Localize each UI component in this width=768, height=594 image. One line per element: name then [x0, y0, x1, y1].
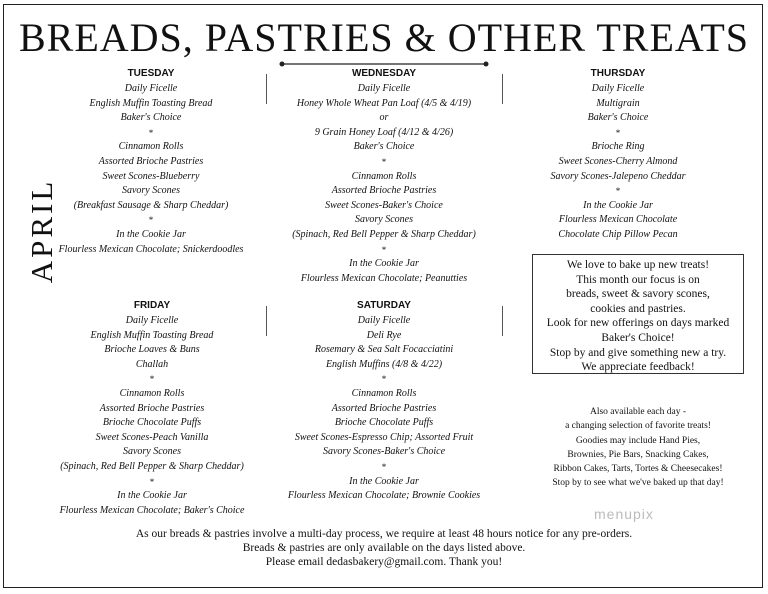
- day-column-wednesday: [272, 68, 496, 286]
- menu-item: Sweet Scones-Blueberry: [102, 170, 200, 182]
- menu-item: Cinnamon Rolls: [351, 170, 417, 182]
- menu-title: BREADS, PASTRIES & OTHER TREATS: [18, 15, 750, 60]
- menu-item: English Muffin Toasting Bread: [89, 97, 213, 109]
- menu-item: or: [379, 112, 389, 124]
- column-divider: [266, 74, 267, 104]
- also-line: Ribbon Cakes, Tarts, Tortes & Cheesecakes!: [553, 464, 723, 475]
- notice-line: breads, sweet & savory scones,: [566, 288, 710, 301]
- also-available: [532, 405, 744, 491]
- day-heading: THURSDAY: [590, 68, 646, 79]
- menu-item: Savory Scones-Baker's Choice: [322, 446, 446, 458]
- month-label: APRIL: [24, 178, 59, 284]
- day-heading: TUESDAY: [127, 68, 175, 79]
- day-heading: SATURDAY: [357, 300, 411, 311]
- also-line: a changing selection of favorite treats!: [565, 421, 711, 432]
- menu-item: Brioche Loaves & Buns: [104, 344, 200, 356]
- menu-item: Brioche Chocolate Puffs: [102, 417, 202, 429]
- menu-item: Savory Scones: [354, 214, 414, 226]
- column-divider: [502, 306, 503, 336]
- separator-star: *: [615, 127, 621, 138]
- notice-line: Look for new offerings on days marked: [546, 317, 730, 330]
- separator-star: *: [149, 374, 155, 385]
- separator-star: *: [148, 127, 154, 138]
- day-heading: FRIDAY: [133, 300, 171, 311]
- notice-line: Baker's Choice!: [601, 331, 675, 344]
- menu-item: In the Cookie Jar: [349, 258, 419, 270]
- menu-item: In the Cookie Jar: [117, 490, 187, 502]
- menu-item: In the Cookie Jar: [116, 228, 186, 240]
- notice-line: We love to bake up new treats!: [566, 259, 710, 271]
- notice-line: Stop by and give something new a try.: [549, 346, 727, 359]
- menu-item: Multigrain: [596, 97, 640, 109]
- separator-star: *: [381, 156, 387, 167]
- watermark: menupix: [594, 506, 654, 522]
- also-line: Brownies, Pie Bars, Snacking Cakes,: [567, 449, 709, 460]
- also-line: Also available each day -: [589, 407, 686, 417]
- menu-item: Challah: [135, 358, 169, 370]
- title-ornament: [278, 60, 490, 68]
- menu-item: (Breakfast Sausage & Sharp Cheddar): [73, 199, 229, 211]
- menu-item: Deli Rye: [366, 329, 402, 341]
- menu-item: Sweet Scones-Peach Vanilla: [95, 431, 209, 443]
- menu-item: Daily Ficelle: [591, 83, 645, 94]
- menu-item: Flourless Mexican Chocolate: [558, 214, 678, 226]
- separator-star: *: [149, 476, 155, 487]
- menu-item: Cinnamon Rolls: [118, 141, 184, 153]
- menu-item: Daily Ficelle: [124, 83, 178, 94]
- notice-line: This month our focus is on: [576, 273, 700, 286]
- notice-box: [532, 254, 744, 374]
- menu-item: In the Cookie Jar: [583, 199, 653, 211]
- menu-item: Sweet Scones-Baker's Choice: [325, 199, 443, 211]
- menu-item: Assorted Brioche Pastries: [98, 155, 204, 167]
- menu-item: Flourless Mexican Chocolate; Peanutties: [300, 272, 468, 284]
- separator-star: *: [615, 186, 621, 197]
- menu-item: Daily Ficelle: [357, 83, 411, 94]
- day-column-friday: [54, 300, 250, 518]
- menu-item: Flourless Mexican Chocolate; Baker's Choice: [59, 504, 245, 516]
- menu-item: Brioche Ring: [591, 141, 645, 153]
- footer-email-line: Please email dedasbakery@gmail.com. Thank you!: [265, 556, 503, 568]
- menu-item: (Spinach, Red Bell Pepper & Sharp Cheddar): [292, 228, 476, 240]
- day-column-saturday: [272, 300, 496, 504]
- day-heading: WEDNESDAY: [351, 68, 417, 79]
- menu-item: Daily Ficelle: [357, 315, 411, 326]
- menu-item: English Muffin Toasting Bread: [90, 329, 214, 341]
- day-column-tuesday: [56, 68, 246, 257]
- footer-line: As our breads & pastries involve a multi-day process, we require at least 48 hours notice for any pre-orders.: [135, 528, 633, 540]
- notice-line: We appreciate feedback!: [581, 361, 695, 374]
- column-divider: [502, 74, 503, 104]
- menu-item: Cinnamon Rolls: [351, 387, 417, 399]
- footer-line: Breads & pastries are only available on the days listed above.: [242, 542, 526, 554]
- menu-item: Savory Scones-Jalepeno Cheddar: [550, 170, 686, 182]
- menu-item: 9 Grain Honey Loaf (4/12 & 4/26): [314, 126, 454, 138]
- separator-star: *: [381, 461, 387, 472]
- menu-item: Rosemary & Sea Salt Focacciatini: [314, 344, 454, 356]
- menu-item: Baker's Choice: [353, 141, 415, 153]
- day-column-thursday: [520, 68, 716, 243]
- menu-item: Honey Whole Wheat Pan Loaf (4/5 & 4/19): [296, 97, 472, 109]
- notice-line: cookies and pastries.: [590, 302, 686, 315]
- menu-item: Flourless Mexican Chocolate; Brownie Cookies: [287, 490, 481, 502]
- menu-item: In the Cookie Jar: [349, 475, 419, 487]
- separator-star: *: [381, 374, 387, 385]
- menu-item: Sweet Scones-Espresso Chip; Assorted Fruit: [294, 431, 474, 443]
- menu-item: Baker's Choice: [587, 112, 649, 124]
- menu-item: Daily Ficelle: [125, 315, 179, 326]
- also-line: Goodies may include Hand Pies,: [575, 435, 701, 446]
- menu-item: Flourless Mexican Chocolate; Snickerdoodles: [58, 243, 244, 255]
- menu-item: (Spinach, Red Bell Pepper & Sharp Cheddar): [60, 460, 244, 472]
- menu-item: Assorted Brioche Pastries: [331, 402, 437, 414]
- menu-item: Sweet Scones-Cherry Almond: [558, 155, 678, 167]
- separator-star: *: [381, 244, 387, 255]
- menu-item: Baker's Choice: [120, 112, 182, 124]
- footer: [0, 527, 768, 569]
- menu-item: Savory Scones: [122, 446, 182, 458]
- menu-item: English Muffins (4/8 & 4/22): [325, 358, 443, 370]
- separator-star: *: [148, 215, 154, 226]
- menu-item: Chocolate Chip Pillow Pecan: [558, 228, 678, 240]
- menu-item: Assorted Brioche Pastries: [99, 402, 205, 414]
- column-divider: [266, 306, 267, 336]
- menu-item: Cinnamon Rolls: [119, 387, 185, 399]
- menu-item: Savory Scones: [121, 185, 181, 197]
- menu-item: Brioche Chocolate Puffs: [334, 417, 434, 429]
- also-line: Stop by to see what we've baked up that day!: [552, 478, 724, 489]
- menu-item: Assorted Brioche Pastries: [331, 185, 437, 197]
